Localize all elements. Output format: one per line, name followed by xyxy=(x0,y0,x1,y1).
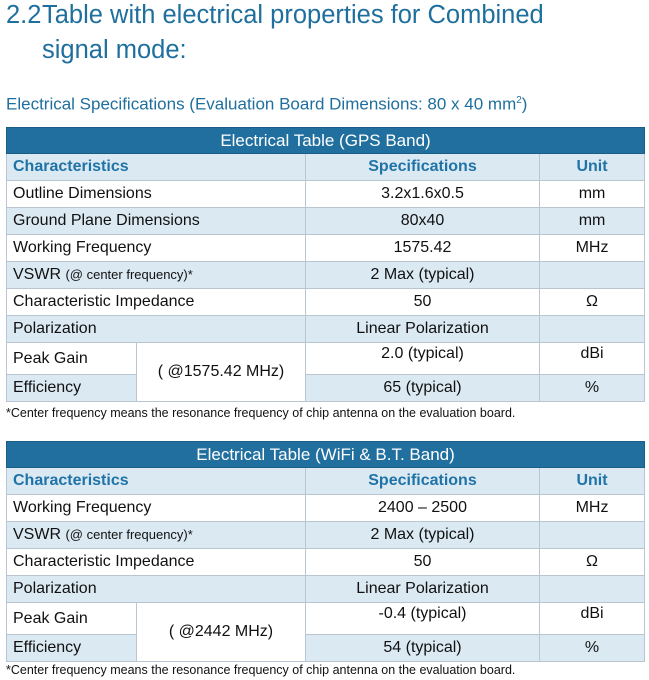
row-unit xyxy=(540,522,645,549)
table-row xyxy=(7,235,645,262)
table-row xyxy=(7,375,645,402)
row-specification: 50 xyxy=(306,549,540,576)
table-row xyxy=(7,289,645,316)
row-specification: 1575.42 xyxy=(306,235,540,262)
wifi-footnote: *Center frequency means the resonance frequency of chip antenna on the evaluation board. xyxy=(6,663,516,677)
row-characteristic: Ground Plane Dimensions xyxy=(7,208,306,235)
row-unit: Ω xyxy=(540,289,645,316)
table-row xyxy=(7,495,645,522)
section-heading xyxy=(6,0,646,68)
gps-header-characteristics: Characteristics xyxy=(7,154,306,181)
row-unit: MHz xyxy=(540,495,645,522)
section-title-line1: Table with electrical properties for Combined xyxy=(42,1,544,29)
row-characteristic-note: (@ center frequency)* xyxy=(65,527,193,542)
row-characteristic: Polarization xyxy=(7,316,306,343)
row-unit xyxy=(540,262,645,289)
wifi-table-title: Electrical Table (WiFi & B.T. Band) xyxy=(7,442,645,468)
row-unit: dBi xyxy=(540,603,645,635)
table-row xyxy=(7,603,645,635)
row-specification: 2 Max (typical) xyxy=(306,522,540,549)
row-specification: 2.0 (typical) xyxy=(306,343,540,375)
gps-table-title: Electrical Table (GPS Band) xyxy=(7,128,645,154)
row-characteristic: Characteristic Impedance xyxy=(7,289,306,316)
row-characteristic: Outline Dimensions xyxy=(7,181,306,208)
gps-footnote: *Center frequency means the resonance frequency of chip antenna on the evaluation board. xyxy=(6,406,516,420)
row-unit: % xyxy=(540,375,645,402)
row-characteristic-main: VSWR xyxy=(13,266,66,283)
row-specification: 65 (typical) xyxy=(306,375,540,402)
row-specification: Linear Polarization xyxy=(306,316,540,343)
section-number: 2.2 xyxy=(6,1,42,29)
table-row xyxy=(7,635,645,662)
section-title-line2: signal mode: xyxy=(42,36,187,64)
row-characteristic: Efficiency xyxy=(7,635,137,662)
table-row xyxy=(7,181,645,208)
row-unit: mm xyxy=(540,208,645,235)
table-row xyxy=(7,522,645,549)
row-unit xyxy=(540,576,645,603)
row-characteristic: Working Frequency xyxy=(7,495,306,522)
wifi-table xyxy=(6,441,645,662)
row-characteristic: Peak Gain xyxy=(7,343,137,375)
row-characteristic: Efficiency xyxy=(7,375,137,402)
row-characteristic: Working Frequency xyxy=(7,235,306,262)
row-unit: MHz xyxy=(540,235,645,262)
row-characteristic xyxy=(7,262,306,289)
wifi-header-characteristics: Characteristics xyxy=(7,468,306,495)
row-specification: 2 Max (typical) xyxy=(306,262,540,289)
table-row xyxy=(7,343,645,375)
wifi-header-specifications: Specifications xyxy=(306,468,540,495)
row-unit: mm xyxy=(540,181,645,208)
measurement-condition: ( @1575.42 MHz) xyxy=(137,343,306,402)
row-characteristic: Peak Gain xyxy=(7,603,137,635)
subheading xyxy=(6,89,527,117)
row-specification: 50 xyxy=(306,289,540,316)
row-specification: 2400 – 2500 xyxy=(306,495,540,522)
row-specification: Linear Polarization xyxy=(306,576,540,603)
gps-header-unit: Unit xyxy=(540,154,645,181)
row-specification: -0.4 (typical) xyxy=(306,603,540,635)
gps-header-specifications: Specifications xyxy=(306,154,540,181)
gps-table xyxy=(6,127,645,402)
subheading-close: ) xyxy=(521,94,528,114)
wifi-header-unit: Unit xyxy=(540,468,645,495)
measurement-condition: ( @2442 MHz) xyxy=(137,603,306,662)
table-row xyxy=(7,208,645,235)
row-unit xyxy=(540,316,645,343)
row-characteristic-main: VSWR xyxy=(13,526,66,543)
table-row xyxy=(7,549,645,576)
row-characteristic-note: (@ center frequency)* xyxy=(65,267,193,282)
subheading-superscript: 2 xyxy=(516,95,522,106)
table-row xyxy=(7,316,645,343)
row-specification: 80x40 xyxy=(306,208,540,235)
subheading-text: Electrical Specifications (Evaluation Board Dimensions: 80 x 40 mm xyxy=(6,94,517,114)
row-unit: dBi xyxy=(540,343,645,375)
row-specification: 3.2x1.6x0.5 xyxy=(306,181,540,208)
table-row xyxy=(7,576,645,603)
row-unit: Ω xyxy=(540,549,645,576)
row-characteristic xyxy=(7,522,306,549)
row-unit: % xyxy=(540,635,645,662)
row-characteristic: Characteristic Impedance xyxy=(7,549,306,576)
table-row xyxy=(7,262,645,289)
row-specification: 54 (typical) xyxy=(306,635,540,662)
row-characteristic: Polarization xyxy=(7,576,306,603)
